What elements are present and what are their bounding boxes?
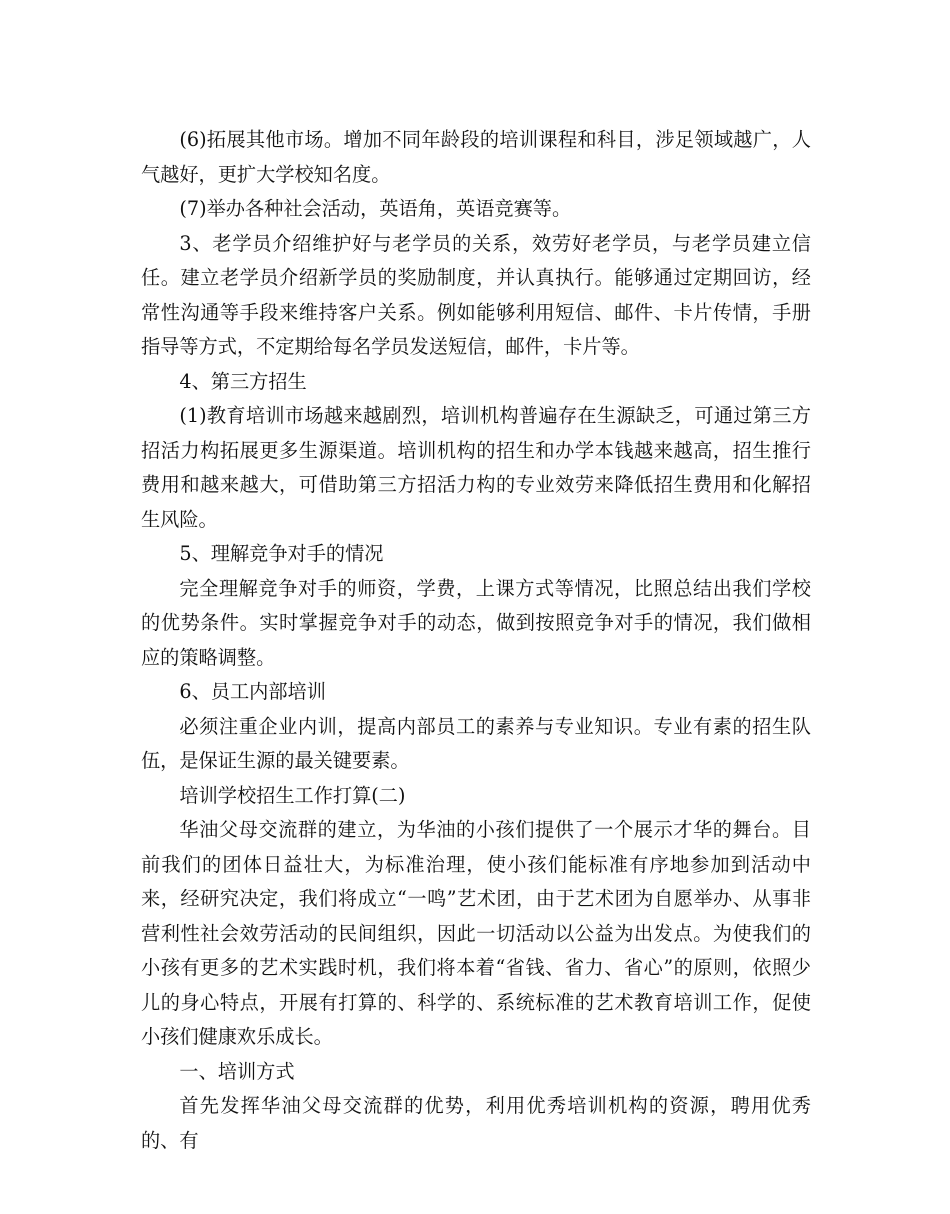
paragraph-art-troupe: 华油父母交流群的建立，为华油的小孩们提供了一个展示才华的舞台。目前我们的团体日益壮大，为标准治理，使小孩们能标准有序地参加到活动中来，经研究决定，我们将成立“一鸣”艺术团，由于艺术团为自愿举办、从事非营利性社会效劳活动的民间组织，因此一切活动以公益为出发点。为使我们的小孩有更多的艺术实践时机，我们将本着“省钱、省力、省心”的原则，依照少儿的身心特点，开展有打算的、科学的、系统标准的艺术教育培训工作，促使小孩们健康欢乐成长。	[141, 818, 811, 1048]
heading-staff-training: 6、员工内部培训	[179, 680, 326, 703]
heading-training-method: 一、培训方式	[179, 1059, 295, 1083]
paragraph-alumni-referral: 3、老学员介绍维护好与老学员的关系，效劳好老学员，与老学员建立信任。建立老学员介绍新学员的奖励制度，并认真执行。能够通过定期回访，经常性沟通等手段来维持客户关系。例如能够利用短信、邮件、卡片传情，手册指导等方式，不定期给每名学员发送短信，邮件，卡片等。	[141, 231, 811, 358]
paragraph-staff-training: 必须注重企业内训，提高内部员工的素养与专业知识。专业有素的招生队伍，是保证生源的最关键要素。	[141, 714, 811, 772]
paragraph-competitor-analysis: 完全理解竞争对手的师资，学费，上课方式等情况，比照总结出我们学校的优势条件。实时掌握竞争对手的动态，做到按照竞争对手的情况，我们做相应的策略调整。	[141, 576, 811, 669]
document-body	[141, 123, 811, 1158]
section-title-plan-two: 培训学校招生工作打算(二)	[179, 783, 406, 807]
paragraph-training-method: 首先发挥华油父母交流群的优势，利用优秀培训机构的资源，聘用优秀的、有	[141, 1094, 811, 1152]
paragraph-social-activities: (7)举办各种社会活动，英语角，英语竞赛等。	[179, 197, 572, 220]
paragraph-third-party-enrollment: (1)教育培训市场越来越剧烈，培训机构普遍存在生源缺乏，可通过第三方招活力构拓展更多生源渠道。培训机构的招生和办学本钱越来越高，招生推行费用和越来越大，可借助第三方招活力构的专业效劳来降低招生费用和化解招生风险。	[141, 404, 811, 531]
paragraph-expand-markets: (6)拓展其他市场。增加不同年龄段的培训课程和科目，涉足领域越广，人气越好，更扩大学校知名度。	[141, 128, 811, 186]
heading-competitor-analysis: 5、理解竞争对手的情况	[179, 542, 384, 565]
heading-third-party-enrollment: 4、第三方招生	[179, 369, 307, 393]
